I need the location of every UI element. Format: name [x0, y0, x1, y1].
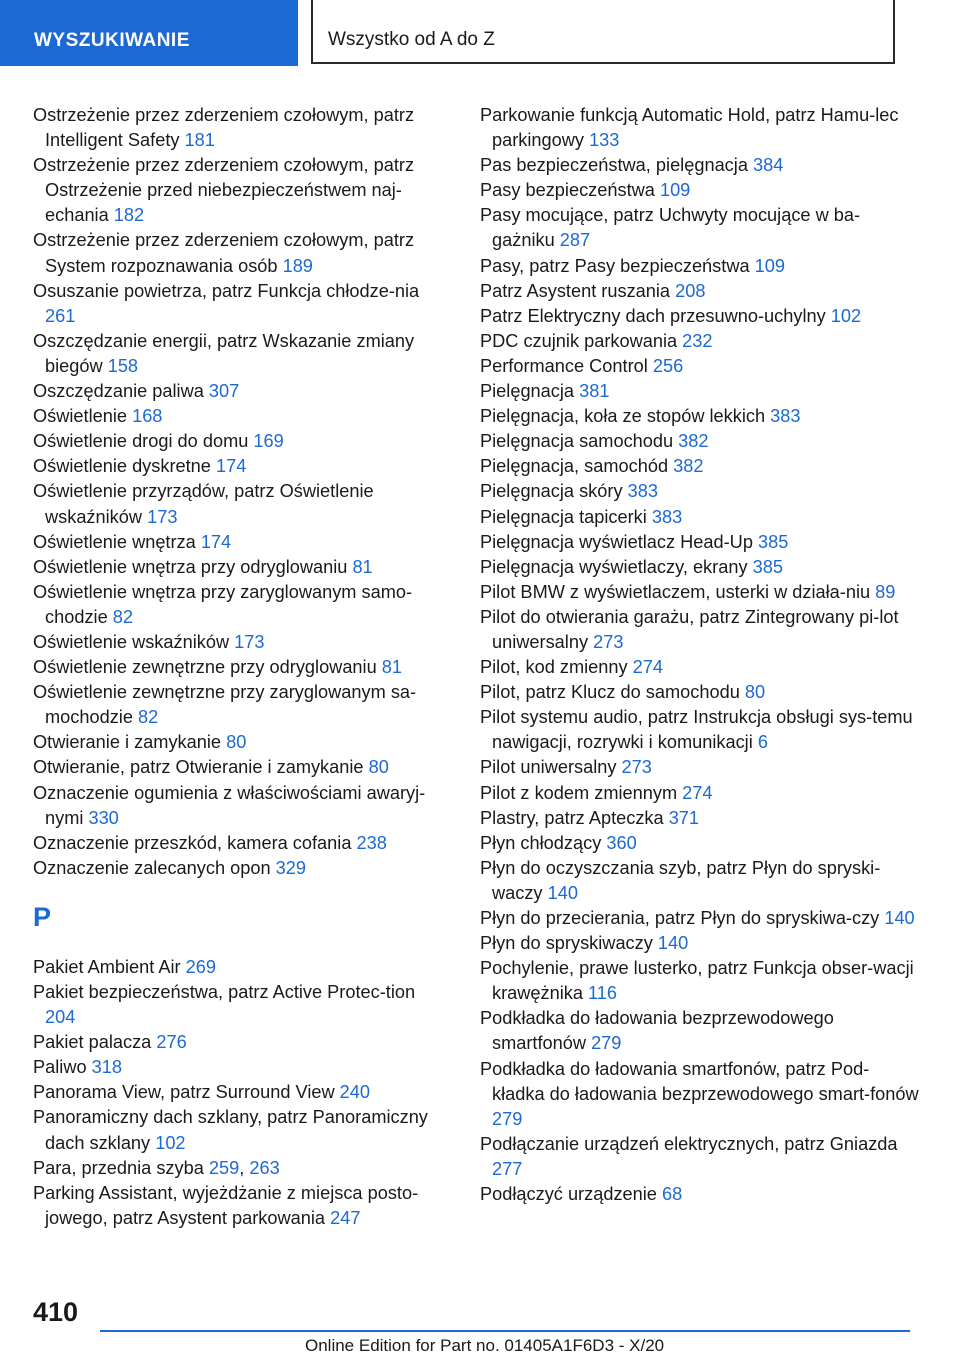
- index-entry: [480, 605, 920, 655]
- page-reference-link[interactable]: 238: [356, 832, 387, 853]
- index-entry-term: Oszczędzanie energii, patrz Wskazanie zmiany biegów: [33, 330, 415, 376]
- page-reference-link[interactable]: 208: [675, 280, 706, 301]
- page-reference-link[interactable]: 109: [659, 180, 691, 201]
- page-reference-link[interactable]: 82: [112, 606, 133, 627]
- index-entry: [480, 178, 920, 203]
- index-entry: [480, 705, 920, 755]
- index-entry: [480, 931, 920, 956]
- page-reference-link[interactable]: 116: [588, 983, 618, 1004]
- index-entry-term: Otwieranie, patrz Otwieranie i zamykanie: [33, 757, 369, 778]
- index-entry-term: Panoramiczny dach szklany, patrz Panoramiczny dach szklany: [33, 1107, 428, 1153]
- index-entry-term: Płyn do przecierania, patrz Płyn do spryskiwa-czy: [480, 908, 885, 928]
- index-entry: [480, 153, 920, 178]
- page-reference-link[interactable]: 80: [368, 757, 389, 778]
- page-reference-link[interactable]: 133: [589, 130, 620, 151]
- index-entry: [480, 655, 920, 680]
- index-entry: [480, 454, 920, 479]
- index-list-p: [33, 955, 445, 1231]
- index-entry: [480, 755, 920, 780]
- page-reference-link[interactable]: 318: [91, 1057, 122, 1078]
- index-entry-term: Pielęgnacja tapicerki: [480, 506, 652, 527]
- page-reference-link[interactable]: 276: [156, 1032, 187, 1053]
- index-entry: [33, 279, 445, 329]
- index-entry-term: Pakiet palacza: [33, 1032, 157, 1053]
- page-reference-link[interactable]: 240: [339, 1082, 371, 1103]
- index-entry: [33, 379, 445, 404]
- index-entry: [33, 404, 445, 429]
- page-reference-link[interactable]: 81: [381, 657, 402, 678]
- index-entry: [480, 203, 920, 253]
- index-entry: [33, 980, 445, 1030]
- index-entry: [480, 906, 920, 931]
- index-list-o: [33, 103, 445, 881]
- page-reference-link[interactable]: 102: [155, 1132, 186, 1153]
- index-entry: [33, 1055, 445, 1080]
- page-reference-link[interactable]: 247: [330, 1207, 361, 1228]
- page-reference-link[interactable]: 360: [606, 832, 637, 853]
- index-entry: [480, 1182, 920, 1207]
- index-entry: Para, przednia szyba 259, 263: [33, 1157, 280, 1178]
- index-entry-term: Parking Assistant, wyjeżdżanie z miejsca posto-jowego, patrz Asystent parkowania: [33, 1182, 419, 1228]
- index-entry-term: Pielęgnacja wyświetlacz Head-Up: [480, 531, 758, 552]
- page-reference-link[interactable]: 287: [559, 230, 591, 251]
- index-entry-term: Parkowanie funkcją Automatic Hold, patrz Hamu-lec parkingowy: [480, 105, 899, 151]
- index-entry-term: Pilot uniwersalny: [480, 757, 622, 778]
- index-entry-term: Ostrzeżenie przez zderzeniem czołowym, patrz System rozpoznawania osób: [33, 230, 415, 276]
- index-entry: [480, 1006, 920, 1056]
- index-entry: [33, 329, 445, 379]
- page-reference-link[interactable]: 381: [579, 381, 610, 402]
- index-entry: [33, 1181, 445, 1231]
- page-reference-link[interactable]: 6: [757, 732, 768, 753]
- index-entry: [480, 806, 920, 831]
- index-entry: [33, 630, 445, 655]
- index-entry-term: Pakiet bezpieczeństwa, patrz Active Protec-tion: [33, 982, 416, 1002]
- index-list-p-continued: [480, 103, 920, 1207]
- page-reference-link[interactable]: 109: [754, 255, 785, 276]
- index-entry-term: Pielęgnacja, samochód: [480, 456, 674, 477]
- page-reference-link[interactable]: 382: [673, 456, 704, 477]
- index-entry-term: Pielęgnacja skóry: [480, 481, 628, 502]
- index-entry: [33, 228, 445, 278]
- index-entry: [33, 429, 445, 454]
- index-entry-term: Pilot, patrz Klucz do samochodu: [480, 682, 745, 703]
- index-entry-term: Ostrzeżenie przez zderzeniem czołowym, patrz Intelligent Safety: [33, 105, 415, 151]
- index-entry-term: Pakiet Ambient Air: [33, 956, 186, 977]
- index-entry-term: Oświetlenie drogi do domu: [33, 431, 254, 452]
- page-reference-link[interactable]: 371: [668, 807, 700, 828]
- index-entry-term: Performance Control: [480, 355, 653, 376]
- index-entry-term: Pas bezpieczeństwa, pielęgnacja: [480, 155, 753, 176]
- section-letter-p: P: [33, 901, 52, 932]
- index-entry-term: Pasy, patrz Pasy bezpieczeństwa: [480, 255, 755, 276]
- index-entry: [33, 955, 445, 980]
- index-entry-term: Płyn do spryskiwaczy: [480, 933, 658, 954]
- page-reference-link[interactable]: 384: [752, 155, 784, 176]
- page-reference-link[interactable]: 82: [138, 707, 159, 728]
- index-entry-term: Podłączyć urządzenie: [480, 1184, 662, 1205]
- page-reference-link[interactable]: 140: [547, 882, 578, 903]
- index-entry: [480, 103, 920, 153]
- page-reference-link[interactable]: 173: [234, 631, 265, 652]
- page-reference-link[interactable]: 89: [875, 581, 896, 602]
- page-reference-link[interactable]: 174: [200, 531, 232, 552]
- index-entry-term: PDC czujnik parkowania: [480, 330, 683, 351]
- page-reference-link[interactable]: 80: [744, 682, 766, 703]
- page-reference-link[interactable]: 204: [45, 1007, 76, 1028]
- index-entry: [33, 755, 445, 780]
- page-reference-link[interactable]: 80: [226, 732, 247, 753]
- index-entry: [33, 555, 445, 580]
- footer-divider: [100, 1330, 910, 1332]
- index-entry-term: Pielęgnacja samochodu: [480, 431, 679, 452]
- page-reference-link[interactable]: 232: [682, 330, 713, 351]
- index-entry-term: Panorama View, patrz Surround View: [33, 1082, 340, 1103]
- index-entry-term: Pilot do otwierania garażu, patrz Zintegrowany pi-lot uniwersalny: [480, 606, 899, 652]
- index-entry: [480, 505, 920, 530]
- index-entry-term: Pasy bezpieczeństwa: [480, 180, 660, 201]
- index-entry: [33, 1080, 445, 1105]
- page-reference-link[interactable]: 158: [107, 355, 139, 376]
- index-entry: [33, 479, 445, 529]
- index-entry-term: Para, przednia szyba: [33, 1157, 209, 1178]
- index-entry-term: Oświetlenie: [33, 406, 133, 427]
- index-entry-term: Płyn do oczyszczania szyb, patrz Płyn do spryski-waczy: [480, 857, 881, 903]
- page-reference-link[interactable]: 274: [682, 782, 713, 803]
- page-reference-link[interactable]: 256: [652, 355, 684, 376]
- index-entry-term: Oszczędzanie paliwa: [33, 381, 209, 402]
- index-entry: [480, 379, 920, 404]
- page-reference-link[interactable]: 382: [678, 431, 709, 452]
- index-entry: [480, 530, 920, 555]
- index-entry-term: Podkładka do ładowania smartfonów, patrz Pod-kładka do ładowania bezprzewodowego smart-fonów: [480, 1058, 919, 1104]
- page-reference-link[interactable]: 174: [215, 456, 247, 477]
- index-entry: [33, 680, 445, 730]
- index-entry: [33, 831, 445, 856]
- page-reference-link[interactable]: 173: [147, 506, 178, 527]
- page-reference-link[interactable]: 168: [132, 406, 163, 427]
- index-entry: [480, 831, 920, 856]
- page-reference-link[interactable]: 273: [593, 631, 624, 652]
- index-entry: [480, 1057, 920, 1132]
- page-reference-link[interactable]: 181: [184, 130, 215, 151]
- index-entry: [33, 103, 445, 153]
- index-entry: [33, 730, 445, 755]
- index-entry-term: Płyn chłodzący: [480, 832, 607, 853]
- index-entry-term: Pilot, kod zmienny: [480, 657, 633, 678]
- index-entry-term: Oświetlenie wnętrza przy odryglowaniu: [33, 556, 353, 577]
- page-reference-link[interactable]: 279: [591, 1033, 622, 1054]
- index-entry-term: Oświetlenie wskaźników: [33, 631, 235, 652]
- index-entry-term: Pielęgnacja, koła ze stopów lekkich: [480, 406, 771, 427]
- page-reference-link[interactable]: 182: [113, 205, 145, 226]
- index-entry: [480, 254, 920, 279]
- index-entry-term: Pielęgnacja wyświetlaczy, ekrany: [480, 556, 753, 577]
- index-entry-term: Podłączanie urządzeń elektrycznych, patrz Gniazda: [480, 1133, 898, 1154]
- index-entry-term: Pochylenie, prawe lusterko, patrz Funkcja obser-wacji krawężnika: [480, 958, 914, 1004]
- page-reference-link[interactable]: 383: [627, 481, 658, 502]
- page-reference-link[interactable]: 277: [492, 1158, 523, 1179]
- index-entry-term: Patrz Elektryczny dach przesuwno-uchylny: [480, 305, 831, 326]
- page-reference-link[interactable]: 263: [249, 1157, 280, 1178]
- page-number: 410: [33, 1297, 79, 1327]
- page-reference-link[interactable]: 383: [651, 506, 683, 527]
- index-entry: [480, 279, 920, 304]
- index-entry-term: Oświetlenie wnętrza: [33, 531, 201, 552]
- index-entry-term: Patrz Asystent ruszania: [480, 280, 676, 301]
- page-reference-link[interactable]: 329: [275, 857, 307, 878]
- index-entry: [480, 329, 920, 354]
- index-entry-term: Oznaczenie przeszkód, kamera cofania: [33, 832, 357, 853]
- footer-edition: Online Edition for Part no. 01405A1F6D3 - X/20: [305, 1336, 665, 1355]
- page-reference-link[interactable]: 330: [88, 807, 119, 828]
- index-entry-term: Oświetlenie zewnętrzne przy odryglowaniu: [33, 657, 382, 678]
- index-entry: [480, 354, 920, 379]
- page-reference-link[interactable]: 102: [830, 305, 862, 326]
- index-entry-term: Plastry, patrz Apteczka: [480, 807, 669, 828]
- index-entry: [480, 580, 920, 605]
- page-reference-link[interactable]: 261: [45, 305, 76, 326]
- index-entry-term: Oświetlenie przyrządów, patrz Oświetlenie wskaźników: [33, 481, 374, 527]
- index-entry-term: Pilot BMW z wyświetlaczem, usterki w działa-niu: [480, 581, 876, 602]
- page-reference-link[interactable]: 273: [621, 757, 652, 778]
- index-entry: [480, 479, 920, 504]
- index-entry-term: Oznaczenie zalecanych opon: [33, 857, 276, 878]
- index-entry-term: Oświetlenie zewnętrzne przy zaryglowanym sa-mochodzie: [33, 682, 417, 728]
- index-entry: [480, 680, 920, 705]
- index-entry: [33, 1030, 445, 1055]
- page-reference-link[interactable]: 269: [185, 956, 217, 977]
- index-entry: [480, 781, 920, 806]
- index-entry-term: Pilot z kodem zmiennym: [480, 782, 683, 803]
- index-entry: [33, 1105, 445, 1155]
- page-header: [0, 0, 960, 66]
- page-reference-link[interactable]: 307: [208, 381, 240, 402]
- index-column-right: [480, 103, 920, 1207]
- index-entry: [480, 1132, 920, 1182]
- section-tab[interactable]: WYSZUKIWANIE: [0, 0, 298, 66]
- index-entry: [33, 856, 445, 881]
- page-reference-link[interactable]: 274: [632, 657, 663, 678]
- page-reference-link[interactable]: 140: [657, 933, 689, 954]
- index-entry: [480, 404, 920, 429]
- index-entry-term: Oznaczenie ogumienia z właściwościami awaryj-nymi: [33, 782, 426, 828]
- page-reference-link[interactable]: 189: [282, 255, 313, 276]
- page-reference-link[interactable]: 385: [752, 556, 783, 577]
- index-entry: [480, 429, 920, 454]
- index-entry-term: Pilot systemu audio, patrz Instrukcja obsługi sys-temu nawigacji, rozrywki i komunikacji: [480, 707, 913, 753]
- index-entry: [33, 454, 445, 479]
- page-reference-link[interactable]: 259: [208, 1157, 240, 1178]
- index-entry: [480, 856, 920, 906]
- index-entry-term: Osuszanie powietrza, patrz Funkcja chłodze-nia: [33, 280, 420, 301]
- index-entry-term: Paliwo: [33, 1057, 92, 1078]
- index-entry-term: Oświetlenie wnętrza przy zaryglowanym samo-chodzie: [33, 581, 413, 627]
- index-entry: [33, 153, 445, 228]
- index-entry-term: Oświetlenie dyskretne: [33, 456, 216, 477]
- index-entry-term: Podkładka do ładowania bezprzewodowego smartfonów: [480, 1008, 834, 1054]
- index-entry-term: Ostrzeżenie przez zderzeniem czołowym, patrz Ostrzeżenie przed niebezpieczeństwem naj-echania: [33, 155, 415, 226]
- index-entry: [480, 304, 920, 329]
- index-entry: [33, 655, 445, 680]
- index-entry: [33, 580, 445, 630]
- chapter-tab[interactable]: Wszystko od A do Z: [311, 0, 895, 64]
- index-entry: [33, 781, 445, 831]
- index-entry-term: Pielęgnacja: [480, 381, 580, 402]
- index-entry: [33, 530, 445, 555]
- page-reference-link[interactable]: 81: [352, 556, 373, 577]
- page-reference-link[interactable]: 279: [492, 1108, 523, 1129]
- index-entry: [480, 956, 920, 1006]
- page-reference-link[interactable]: 383: [770, 406, 801, 427]
- page-reference-link[interactable]: 385: [758, 531, 789, 552]
- index-entry-term: Pasy mocujące, patrz Uchwyty mocujące w ba-gażniku: [480, 205, 861, 251]
- page-reference-link[interactable]: 140: [884, 908, 915, 928]
- index-column-left: [33, 103, 445, 1231]
- page-reference-link[interactable]: 68: [661, 1184, 683, 1205]
- index-entry: [480, 555, 920, 580]
- index-entry-term: Otwieranie i zamykanie: [33, 732, 227, 753]
- page-reference-link[interactable]: 169: [253, 431, 284, 452]
